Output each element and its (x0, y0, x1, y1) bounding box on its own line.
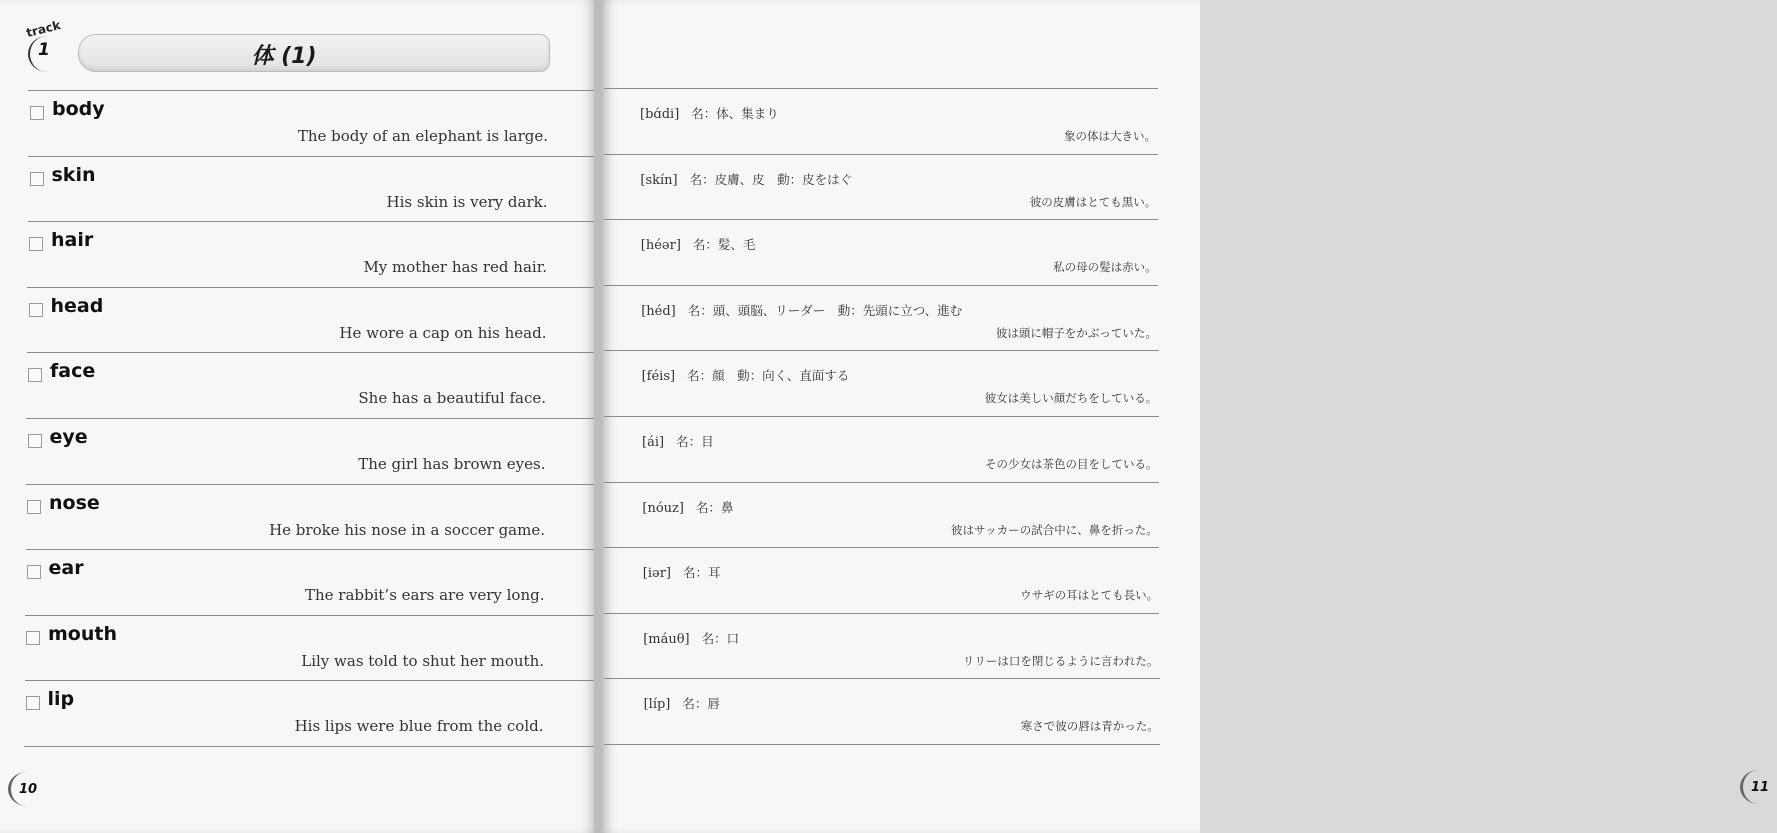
track-number: 1 (38, 40, 50, 60)
study-checkbox[interactable] (27, 565, 41, 579)
vocab-word: nose (49, 491, 100, 514)
vocab-word: skin (51, 163, 96, 186)
page-title: 体 (1) (251, 44, 317, 69)
vocab-entry (0, 352, 596, 418)
study-checkbox[interactable] (28, 368, 42, 382)
translated-sentence: 彼はサッカーの試合中に、鼻を折った。 (951, 522, 1158, 537)
pronunciation: [máuθ] (643, 631, 690, 647)
definition-entry (602, 678, 1200, 744)
vocab-word: body (52, 98, 105, 120)
definition-line (643, 563, 721, 581)
vocab-entry (0, 680, 596, 746)
study-checkbox[interactable] (29, 303, 43, 317)
study-checkbox[interactable] (27, 500, 41, 514)
vocab-word: head (50, 294, 104, 317)
translated-sentence: 彼女は美しい顔だちをしている。 (984, 391, 1158, 406)
example-sentence: The rabbit’s ears are very long. (304, 586, 545, 605)
vocab-entry (0, 418, 596, 484)
right-page (602, 0, 1770, 833)
definition-text: 名：体、集まり (691, 106, 779, 121)
page-number-right: 11 (1740, 770, 1777, 804)
page-number-left: 10 (8, 772, 45, 806)
definition-line (640, 104, 779, 122)
example-sentence: The girl has brown eyes. (358, 455, 546, 473)
definition-entry (602, 482, 1200, 548)
vocab-word: hair (51, 229, 94, 252)
definition-entry (602, 219, 1200, 285)
vocab-entry (0, 287, 596, 353)
pronunciation: [héər] (640, 238, 681, 254)
study-checkbox[interactable] (28, 434, 42, 448)
track-label: track (24, 17, 63, 41)
track-badge (22, 17, 74, 70)
definition-entry (602, 88, 1200, 154)
translated-sentence: 寒さで彼の唇は青かった。 (1020, 719, 1159, 734)
vocab-word: face (50, 360, 96, 383)
vocab-entry (0, 90, 596, 156)
definition-text: 名：唇 (682, 696, 720, 712)
vocab-word: lip (47, 688, 75, 711)
definition-text: 名：髪、毛 (692, 237, 756, 253)
pronunciation: [ái] (642, 435, 665, 450)
example-sentence: My mother has red hair. (363, 258, 547, 277)
vocab-word: eye (49, 426, 88, 448)
definition-text: 名：頭、頭脳、リーダー 動：先頭に立つ、進む (687, 302, 963, 318)
definition-entry (602, 547, 1200, 613)
example-sentence: She has a beautiful face. (358, 389, 546, 408)
study-checkbox[interactable] (30, 106, 44, 120)
definition-text: 名：目 (676, 434, 714, 449)
definition-entry (602, 613, 1200, 679)
vocab-word: ear (48, 557, 84, 580)
definition-entry (602, 285, 1200, 351)
definition-text: 名：鼻 (695, 499, 734, 515)
definition-line (642, 498, 733, 516)
definition-text: 名：口 (701, 630, 740, 646)
definition-line (642, 366, 850, 384)
vocab-entry (0, 484, 596, 550)
example-sentence: The body of an elephant is large. (297, 127, 548, 145)
definition-line (641, 235, 756, 253)
study-checkbox[interactable] (29, 237, 43, 251)
pronunciation: [héd] (641, 303, 676, 319)
title-bar (78, 34, 550, 72)
vocab-word: mouth (48, 622, 117, 645)
example-sentence: He wore a cap on his head. (339, 323, 547, 342)
study-checkbox[interactable] (26, 631, 40, 645)
definition-line (641, 301, 962, 319)
left-page (0, 0, 596, 833)
definition-text: 名：耳 (683, 565, 721, 581)
pronunciation: [skín] (640, 172, 678, 188)
definition-line (640, 170, 852, 188)
pronunciation: [iər] (642, 566, 672, 582)
definition-entry (602, 154, 1200, 220)
example-sentence: His skin is very dark. (386, 192, 548, 211)
translated-sentence: その少女は茶色の目をしている。 (985, 457, 1158, 471)
definition-text: 名：顔 動：向く、直面する (687, 368, 850, 384)
vocab-entry (0, 615, 596, 681)
study-checkbox[interactable] (30, 172, 44, 186)
translated-sentence: 彼の皮膚はとても黒い。 (1029, 194, 1157, 209)
pronunciation: [féis] (641, 369, 676, 385)
definition-entry (602, 350, 1200, 416)
pronunciation: [bɑ́di] (640, 107, 680, 122)
definition-line (642, 432, 714, 450)
example-sentence: Lily was told to shut her mouth. (301, 651, 544, 670)
definition-entry (602, 416, 1200, 482)
translated-sentence: 象の体は大きい。 (1064, 129, 1156, 143)
study-checkbox[interactable] (26, 696, 40, 710)
translated-sentence: ウサギの耳はとても長い。 (1020, 588, 1159, 603)
divider (604, 744, 1160, 745)
translated-sentence: 私の母の髪は赤い。 (1053, 260, 1157, 275)
translated-sentence: 彼は頭に帽子をかぶっていた。 (995, 325, 1157, 340)
example-sentence: He broke his nose in a soccer game. (269, 520, 545, 539)
definition-line (644, 694, 720, 712)
definition-line (643, 629, 739, 647)
pronunciation: [nóuz] (642, 500, 684, 516)
vocab-entry (0, 549, 596, 615)
definition-text: 名：皮膚、皮 動：皮をはぐ (689, 171, 853, 187)
vocab-entry (0, 156, 596, 222)
divider (24, 746, 594, 747)
example-sentence: His lips were blue from the cold. (294, 717, 544, 736)
pronunciation: [líp] (643, 697, 671, 713)
translated-sentence: リリーは口を閉じるように言われた。 (962, 653, 1159, 668)
vocab-entry (0, 221, 596, 287)
